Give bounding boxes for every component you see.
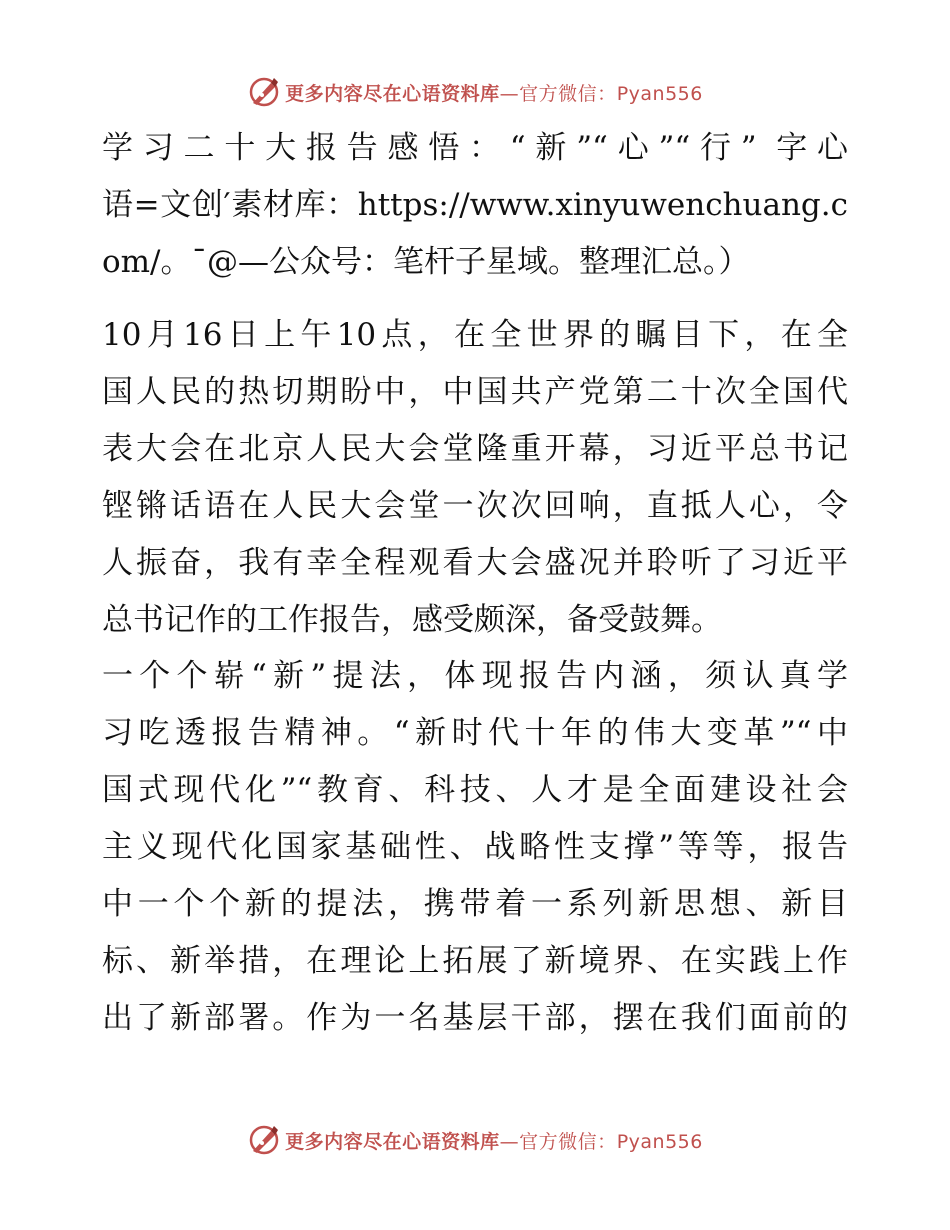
- text-line: 人振奋，我有幸全程观看大会盛况并聆听了习近平: [102, 545, 848, 581]
- text-line: 表大会在北京人民大会堂隆重开幕，习近平总书记: [102, 431, 848, 467]
- paragraph-3: [102, 648, 848, 1047]
- banner-main-text: 更多内容尽在心语资料库: [285, 1130, 500, 1153]
- pen-logo-icon: [247, 1123, 281, 1157]
- banner-wechat-id: Pyan556: [616, 1130, 703, 1153]
- banner-dash: —: [499, 82, 520, 105]
- text-line: 主义现代化国家基础性、战略性支撑”等等，报告: [102, 829, 848, 865]
- text-line: 标、新举措，在理论上拓展了新境界、在实践上作: [102, 943, 848, 979]
- pen-logo-icon: [247, 75, 281, 109]
- text-line: 一个个崭“新”提法，体现报告内涵，须认真学: [102, 658, 848, 694]
- banner-official-label: 官方微信：: [519, 82, 617, 105]
- paragraph-1: [102, 120, 848, 291]
- text-line: om/。¯@—公众号：笔杆子星域。整理汇总。）: [102, 244, 750, 280]
- text-line: 习吃透报告精神。“新时代十年的伟大变革”“中: [102, 715, 848, 751]
- text-line: 语=文创′素材库：https://www.xinyuwenchuang.c: [102, 187, 848, 223]
- header-banner: [0, 72, 950, 112]
- text-line: 学习二十大报告感悟：“新”“心”“行” 字心: [102, 130, 848, 166]
- text-line: 出了新部署。作为一名基层干部，摆在我们面前的: [102, 1000, 848, 1036]
- text-line: 10月16日上午10点，在全世界的瞩目下，在全: [102, 317, 848, 353]
- text-line: 铿锵话语在人民大会堂一次次回响，直抵人心，令: [102, 488, 848, 524]
- banner-dash: —: [499, 1130, 520, 1153]
- paragraph-2: [102, 307, 848, 649]
- banner-main-text: 更多内容尽在心语资料库: [285, 82, 500, 105]
- banner-wechat-id: Pyan556: [616, 82, 703, 105]
- text-line: 国式现代化”“教育、科技、人才是全面建设社会: [102, 772, 848, 808]
- text-line: 国人民的热切期盼中，中国共产党第二十次全国代: [102, 374, 848, 410]
- banner-official-label: 官方微信：: [519, 1130, 617, 1153]
- text-line: 中一个个新的提法，携带着一系列新思想、新目: [102, 886, 848, 922]
- footer-banner: [0, 1120, 950, 1160]
- text-line: 总书记作的工作报告，感受颇深，备受鼓舞。: [102, 602, 722, 638]
